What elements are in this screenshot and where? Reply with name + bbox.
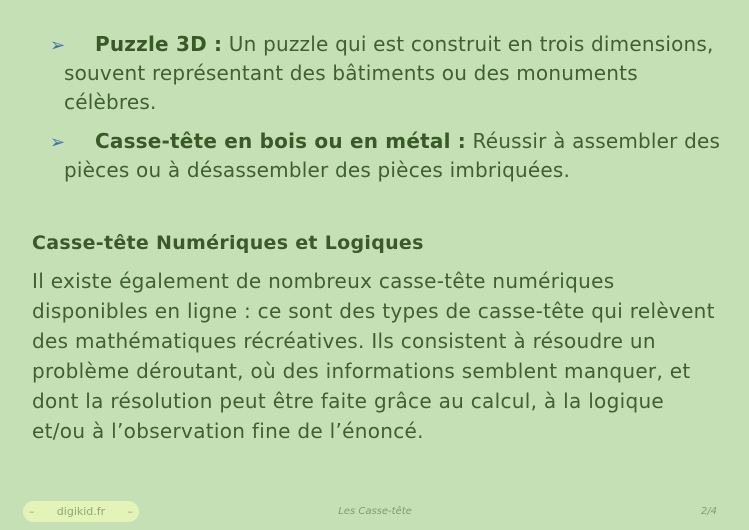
arrow-bullet-icon: ➢ xyxy=(50,132,66,153)
bullet-term: Puzzle 3D : xyxy=(95,32,223,56)
footer-page-number: 2/4 xyxy=(700,506,717,517)
bullet-term: Casse-tête en bois ou en métal : xyxy=(95,129,466,153)
dash-right: – xyxy=(127,505,133,518)
dash-left: – xyxy=(29,505,35,518)
bullet-item-puzzle-3d xyxy=(0,30,749,117)
section-paragraph: Il existe également de nombreux casse-tête numériques disponibles en ligne : ce sont des types de casse-tête qui relèvent des mathématiques récréatives. Ils consistent à résoudre un problème déroutant, où des informations semblent manquer, et dont la résolution peut être faite grâce au calcul, à la logique et/ou à l’observation fine de l’énoncé. xyxy=(32,269,715,443)
footer-document-title: Les Casse-tête xyxy=(338,506,412,517)
bullet-text: Réussir à assembler des pièces ou à désassembler des pièces imbriquées. xyxy=(64,129,721,182)
footer-brand-badge xyxy=(23,501,139,522)
bullet-item-casse-tete-bois xyxy=(0,127,749,185)
bullet-text: Un puzzle qui est construit en trois dimensions, souvent représentant des bâtiments ou des monuments célèbres. xyxy=(64,32,714,114)
bullet-list xyxy=(0,30,749,195)
brand-label: digikid.fr xyxy=(56,505,106,518)
section-heading: Casse-tête Numériques et Logiques xyxy=(32,232,424,254)
arrow-bullet-icon: ➢ xyxy=(50,35,66,56)
